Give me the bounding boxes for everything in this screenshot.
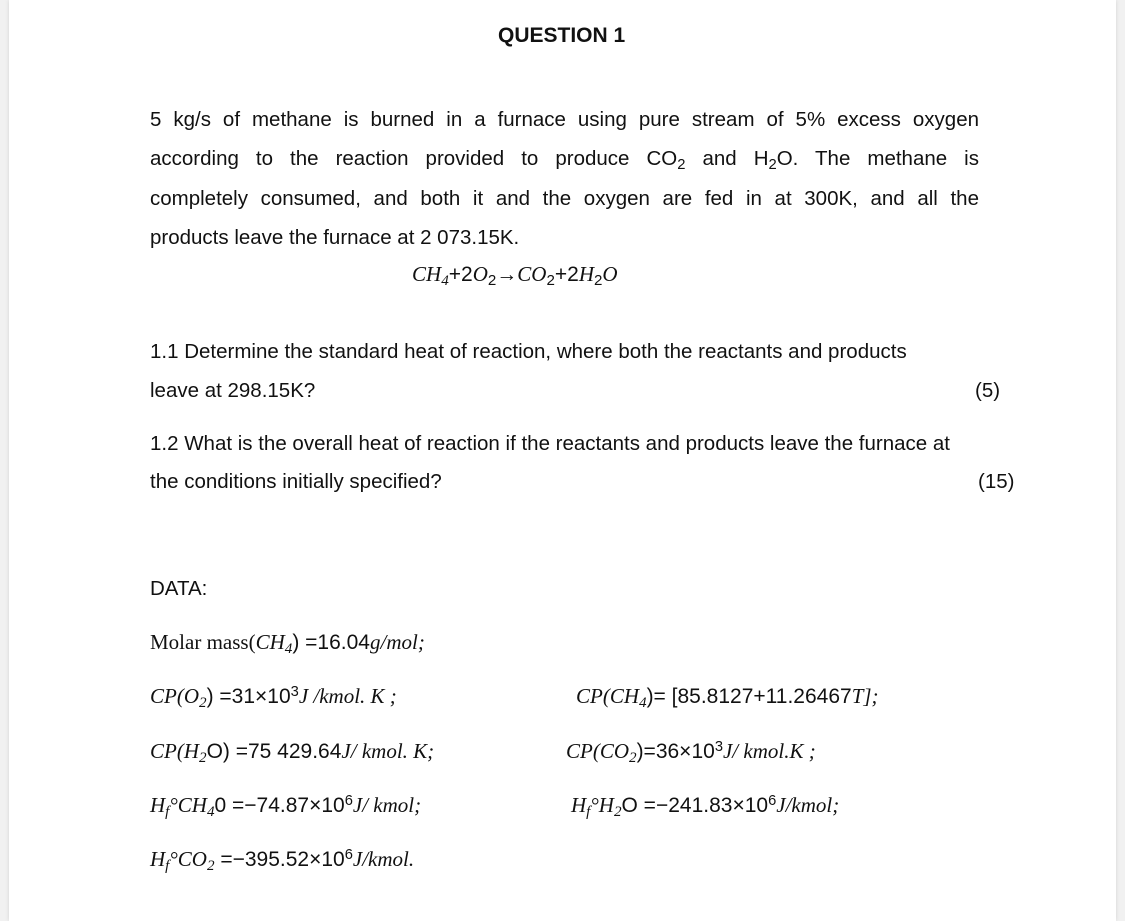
document-page — [9, 0, 1116, 921]
cp-o2: $CP(O_2) =31\times 10^3J$ /kmol. K ; — [150, 684, 397, 712]
statement-line-4: products leave the furnace at 2 073.15K. — [150, 226, 520, 250]
problem-statement — [150, 101, 979, 258]
question-1-2-line-1: 1.2 What is the overall heat of reaction if the reactants and products leave the furnace at — [150, 432, 950, 455]
reaction-equation: $CH_4+2O_2\to CO_2+2H_2O$ — [412, 262, 618, 290]
question-1-1-line-2: leave at 298.15K? — [150, 379, 316, 402]
question-1-1-line-1: 1.1 Determine the standard heat of reaction, where both the reactants and products — [150, 340, 907, 363]
hf-ch4: $H_f^\circ CH_40 =-74.87\times 10^6J/$ kmol; — [150, 793, 422, 821]
cp-co2: $CP(CO_2)=36\times 10^3J/$ kmol.K ; — [566, 739, 816, 767]
cp-ch4: $CP(CH_4)= [85.8127+11.26467T]$; — [576, 684, 879, 712]
hf-h2o: $H_f^\circ H_2O$ $=-241.83\times 10^6J$/kmol; — [571, 793, 840, 821]
molar-mass-ch4: Molar $mass(CH_4) =16.04g/mol$; — [150, 630, 425, 658]
question-1-2-line-2: the conditions initially specified? — [150, 470, 442, 493]
statement-line-2: according to the reaction provided to produce $CO_2$ and $H_2O$. The methane is — [150, 146, 979, 173]
cp-h2o: $CP(H_2O) =75$ 429.64J/ kmol. K; — [150, 739, 435, 767]
statement-line-1: 5 kg/s of methane is burned in a furnace using pure stream of 5% excess oxygen — [150, 108, 979, 131]
hf-co2: $H_f^\circ CO_2$ $=-395.52\times 10^6J$/kmol. — [150, 847, 415, 875]
statement-line-3: completely consumed, and both it and the oxygen are fed in at 300K, and all the — [150, 187, 979, 211]
data-heading: DATA: — [150, 577, 208, 600]
question-1-2-marks: (15) — [978, 470, 1015, 493]
question-1-1-marks: (5) — [975, 379, 1001, 402]
question-title: QUESTION 1 — [498, 24, 626, 47]
